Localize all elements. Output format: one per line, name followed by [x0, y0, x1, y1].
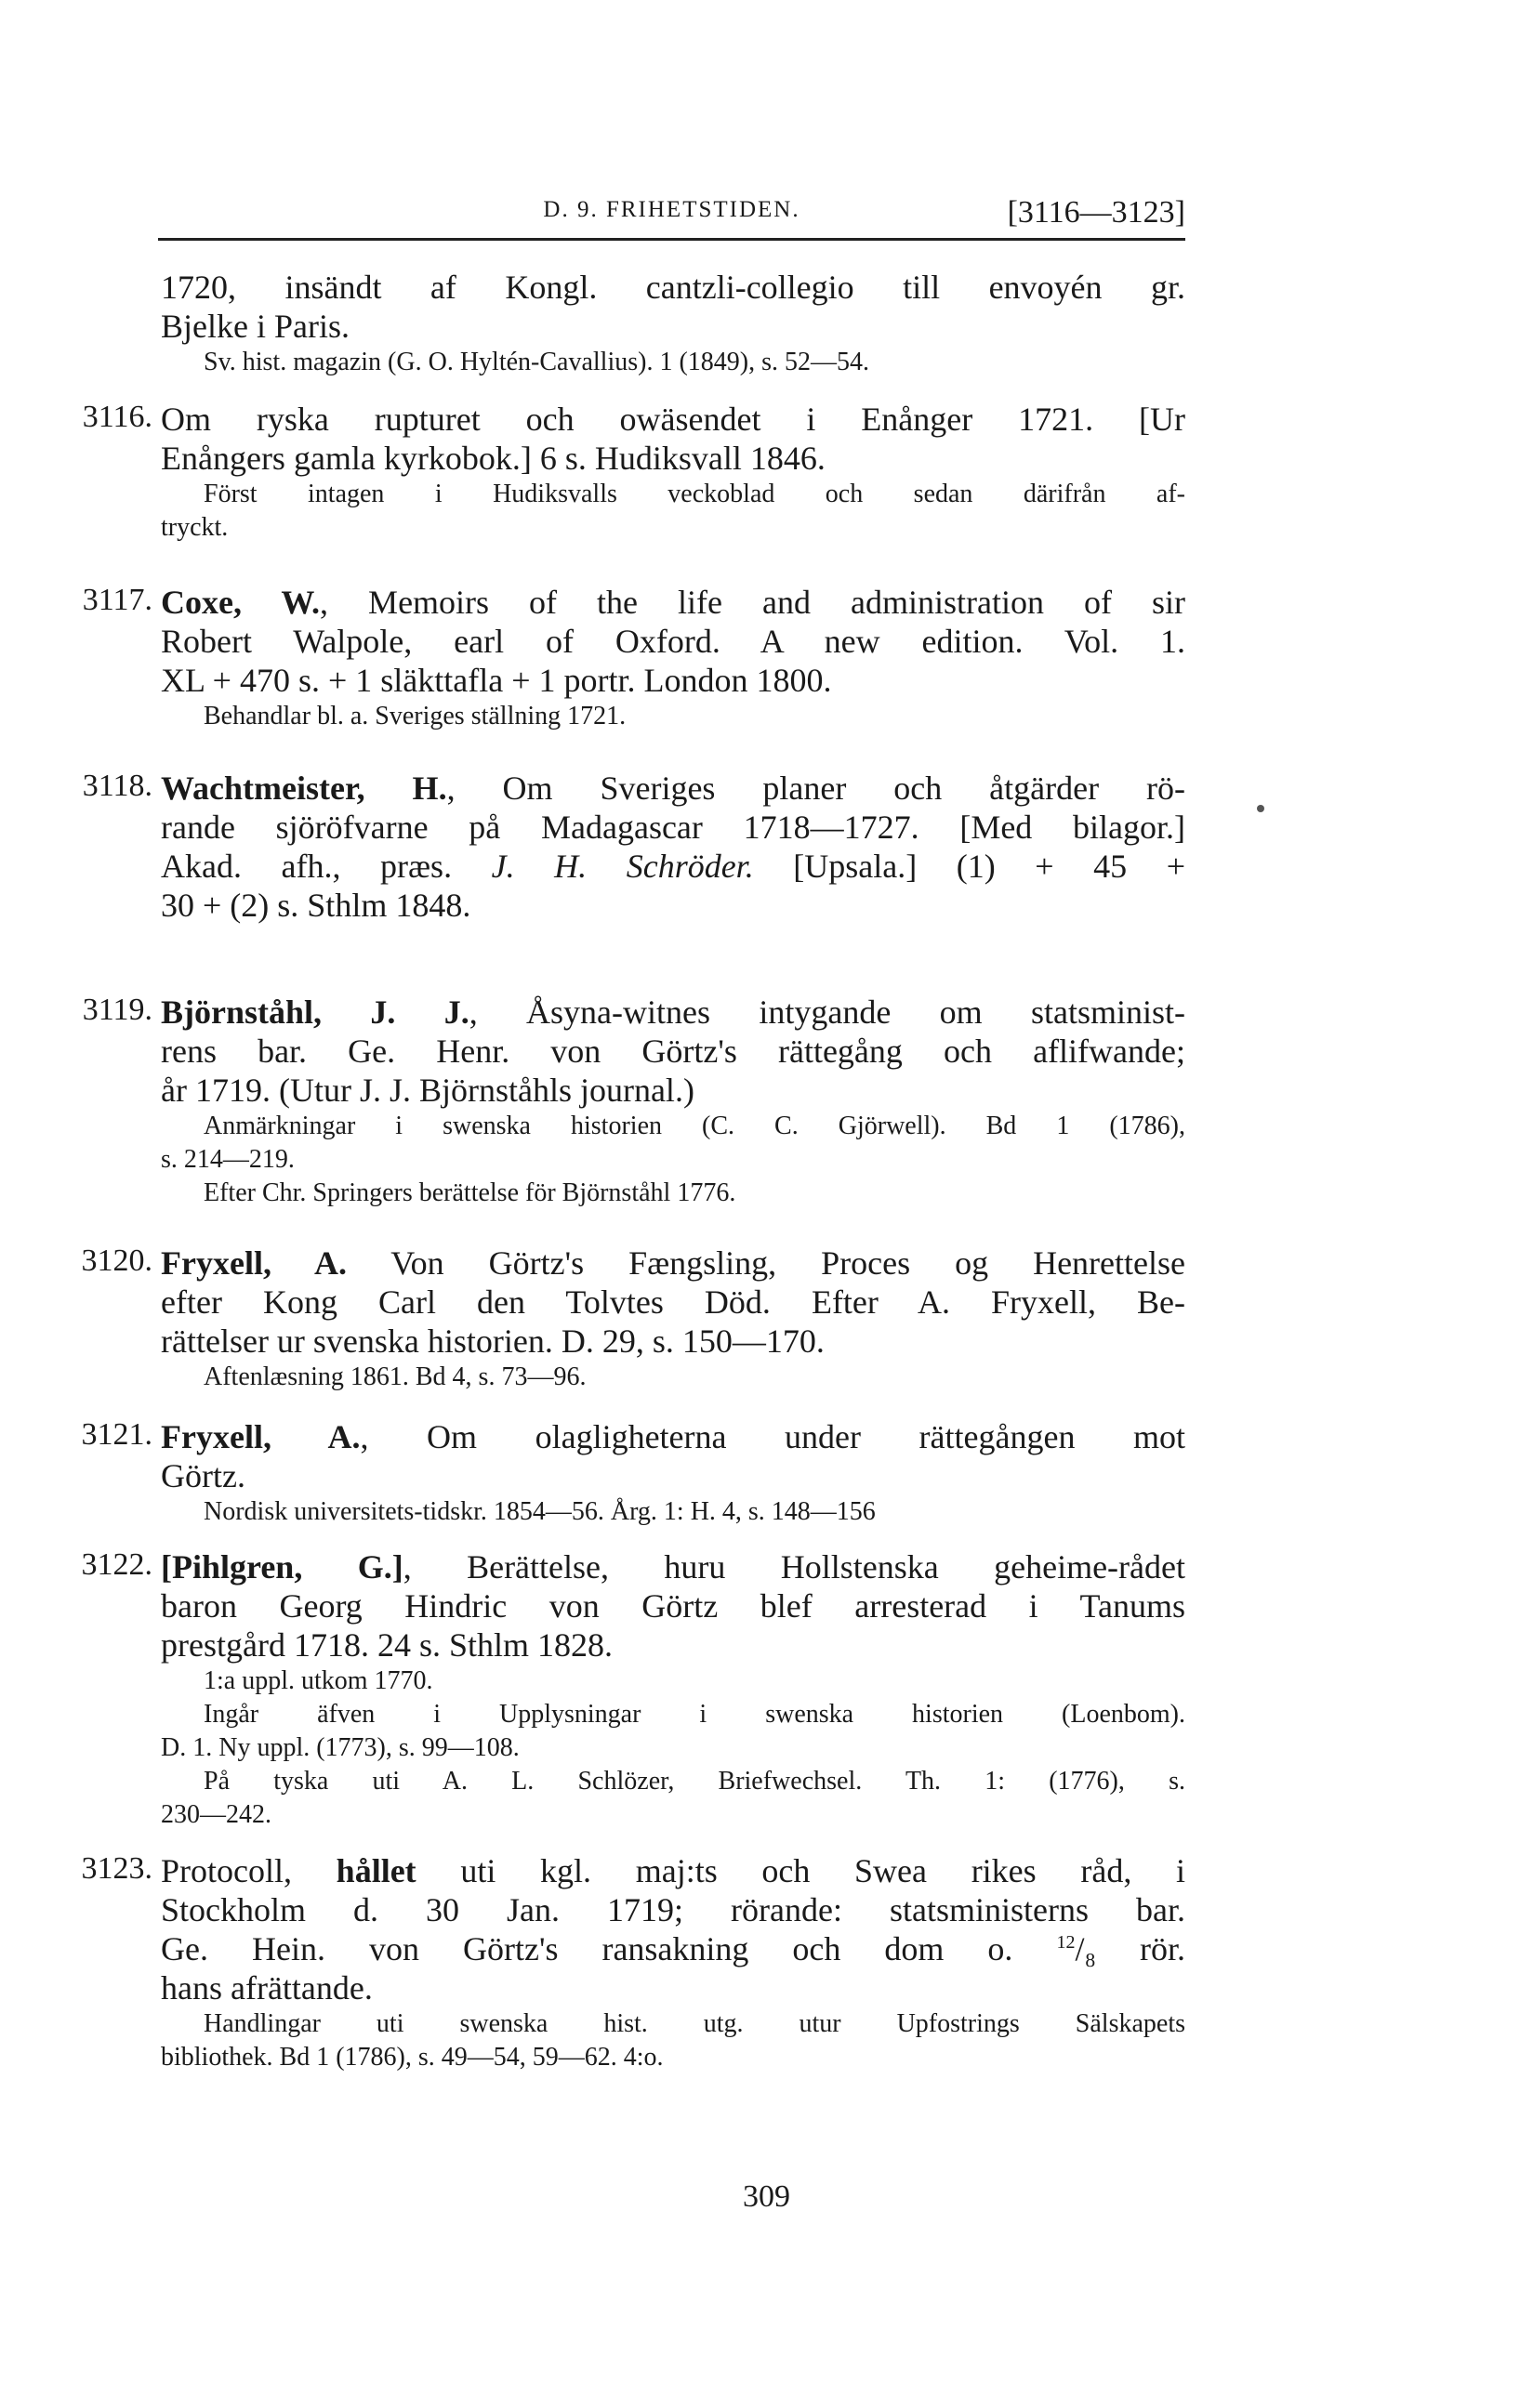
- text-line: baron Georg Hindric von Görtz blef arresterad i Tanums: [161, 1587, 1185, 1625]
- note-line: bibliothek. Bd 1 (1786), s. 49—54, 59—62. 4:o.: [161, 2043, 664, 2072]
- text-line: [161, 1929, 1185, 1968]
- entry-3120: [81, 1243, 1185, 1394]
- text-line: Robert Walpole, earl of Oxford. A new edition. Vol. 1.: [161, 623, 1185, 660]
- text-span: /₈ rör.: [1075, 1930, 1186, 1967]
- text-line: efter Kong Carl den Tolvtes Död. Efter A. Fryxell, Be-: [161, 1283, 1185, 1321]
- author-name: Fryxell, A.: [161, 1244, 347, 1282]
- title-text: , Om olagligheterna under rättegången mot: [360, 1418, 1185, 1455]
- text-line: Enångers gamla kyrkobok.] 6 s. Hudiksvall 1846.: [161, 440, 826, 477]
- author-name: Fryxell, A.: [161, 1418, 361, 1455]
- praeses-name: J. H. Schröder.: [491, 848, 754, 885]
- author-name: Wachtmeister, H.: [161, 770, 447, 807]
- note-line: 230—242.: [161, 1800, 271, 1829]
- author-name: Björnståhl, J. J.: [161, 993, 469, 1031]
- note-line: På tyska uti A. L. Schlözer, Briefwechsel. Th. 1: (1776), s.: [204, 1767, 1185, 1796]
- note-line: tryckt.: [161, 513, 229, 542]
- text-line: [161, 1851, 1185, 1890]
- text-line: XL + 470 s. + 1 släkttafla + 1 portr. London 1800.: [161, 662, 832, 699]
- note-line: Anmärkningar i swenska historien (C. C. Gjörwell). Bd 1 (1786),: [204, 1112, 1185, 1140]
- entry-number: 3119.: [82, 993, 152, 1027]
- text-span: [Upsala.] (1) + 45 +: [753, 848, 1186, 885]
- entry-number: 3118.: [82, 769, 152, 803]
- entry-number: 3123.: [81, 1851, 152, 1886]
- note-line: Nordisk universitets-tidskr. 1854—56. Årg. 1: H. 4, s. 148—156: [204, 1497, 876, 1526]
- entry-3117: [82, 583, 1185, 733]
- note-line: D. 1. Ny uppl. (1773), s. 99—108.: [161, 1733, 520, 1762]
- title-text: , Memoirs of the life and administration of sir: [320, 584, 1185, 621]
- note-line: Handlingar uti swenska hist. utg. utur Upfostrings Sälskapets: [204, 2009, 1185, 2038]
- text-line: rande sjöröfvarne på Madagascar 1718—1727. [Med bilagor.]: [161, 809, 1185, 846]
- text-line: Stockholm d. 30 Jan. 1719; rörande: statsministerns bar.: [161, 1891, 1185, 1928]
- text-line: Om ryska rupturet och owäsendet i Enånger 1721. [Ur: [161, 401, 1185, 438]
- text-line: Görtz.: [161, 1457, 245, 1494]
- note-line: s. 214—219.: [161, 1145, 295, 1174]
- entry-number: 3122.: [81, 1547, 152, 1582]
- emphasis-word: hållet: [336, 1852, 416, 1889]
- text-line: rens bar. Ge. Henr. von Görtz's rättegång och aflifwande;: [161, 1033, 1185, 1070]
- text-line: rättelser ur svenska historien. D. 29, s. 150—170.: [161, 1322, 825, 1360]
- header-rule: [158, 238, 1185, 241]
- text-span: Akad. afh., præs.: [161, 848, 453, 885]
- entry-number: 3116.: [82, 400, 152, 434]
- entry-3122: [81, 1547, 1185, 1832]
- note-line: Behandlar bl. a. Sveriges ställning 1721.: [204, 702, 627, 730]
- text-span: Ge. Hein. von Görtz's ransakning och dom o.: [161, 1930, 1013, 1967]
- entry-3116: [82, 400, 1185, 545]
- text-line: [161, 583, 1185, 622]
- entry-number: 3121.: [81, 1417, 152, 1452]
- text-line: [161, 847, 1185, 886]
- text-line: [161, 1417, 1185, 1456]
- text-line: hans afrättande.: [161, 1969, 373, 2007]
- text-line: [161, 1243, 1185, 1283]
- fraction-numerator: 12: [1056, 1932, 1076, 1953]
- text-line: [161, 993, 1185, 1032]
- note-line: Sv. hist. magazin (G. O. Hyltén-Cavallius). 1 (1849), s. 52—54.: [204, 348, 869, 376]
- text-line: prestgård 1718. 24 s. Sthlm 1828.: [161, 1626, 613, 1664]
- note-line: Aftenlæsning 1861. Bd 4, s. 73—96.: [204, 1362, 587, 1391]
- entry-number: 3117.: [82, 583, 152, 617]
- note-line: 1:a uppl. utkom 1770.: [204, 1666, 433, 1695]
- text-line: Bjelke i Paris.: [161, 308, 350, 345]
- title-text: , Om Sveriges planer och åtgärder rö-: [446, 770, 1186, 807]
- note-line: Först intagen i Hudiksvalls veckoblad och sedan därifrån af-: [204, 480, 1185, 508]
- text-line: [161, 1547, 1185, 1586]
- title-text: , Berättelse, huru Hollstenska geheime-rådet: [403, 1548, 1185, 1586]
- title-text: uti kgl. maj:ts och Swea rikes råd, i: [416, 1852, 1185, 1889]
- entry-number: 3120.: [81, 1243, 152, 1278]
- author-name: Coxe, W.: [161, 584, 321, 621]
- page-number: 309: [743, 2179, 790, 2214]
- text-line: år 1719. (Utur J. J. Björnståhls journal.): [161, 1072, 694, 1109]
- continuation-entry: [161, 268, 1185, 379]
- text-line: 1720, insändt af Kongl. cantzli-collegio till envoyén gr.: [161, 269, 1185, 306]
- margin-mark: [1257, 805, 1264, 812]
- text-line: 30 + (2) s. Sthlm 1848.: [161, 887, 471, 924]
- running-head-range: [3116—3123]: [1007, 195, 1185, 230]
- text-line: [161, 769, 1185, 808]
- title-text: , Åsyna-witnes intygande om statsminist-: [469, 993, 1185, 1031]
- entry-3123: [81, 1851, 1186, 2074]
- running-head: [158, 195, 1185, 232]
- title-text: Protocoll,: [161, 1852, 337, 1889]
- title-text: Von Görtz's Fængsling, Proces og Henrettelse: [346, 1244, 1185, 1282]
- entry-3119: [82, 993, 1185, 1210]
- entry-3118: [82, 769, 1186, 925]
- entry-3121: [81, 1417, 1185, 1529]
- note-line: Efter Chr. Springers berättelse för Björnståhl 1776.: [204, 1178, 736, 1207]
- running-head-section: D. 9. FRIHETSTIDEN.: [543, 197, 800, 222]
- note-line: Ingår äfven i Upplysningar i swenska historien (Loenbom).: [204, 1700, 1185, 1729]
- author-name: [Pihlgren, G.]: [161, 1548, 403, 1586]
